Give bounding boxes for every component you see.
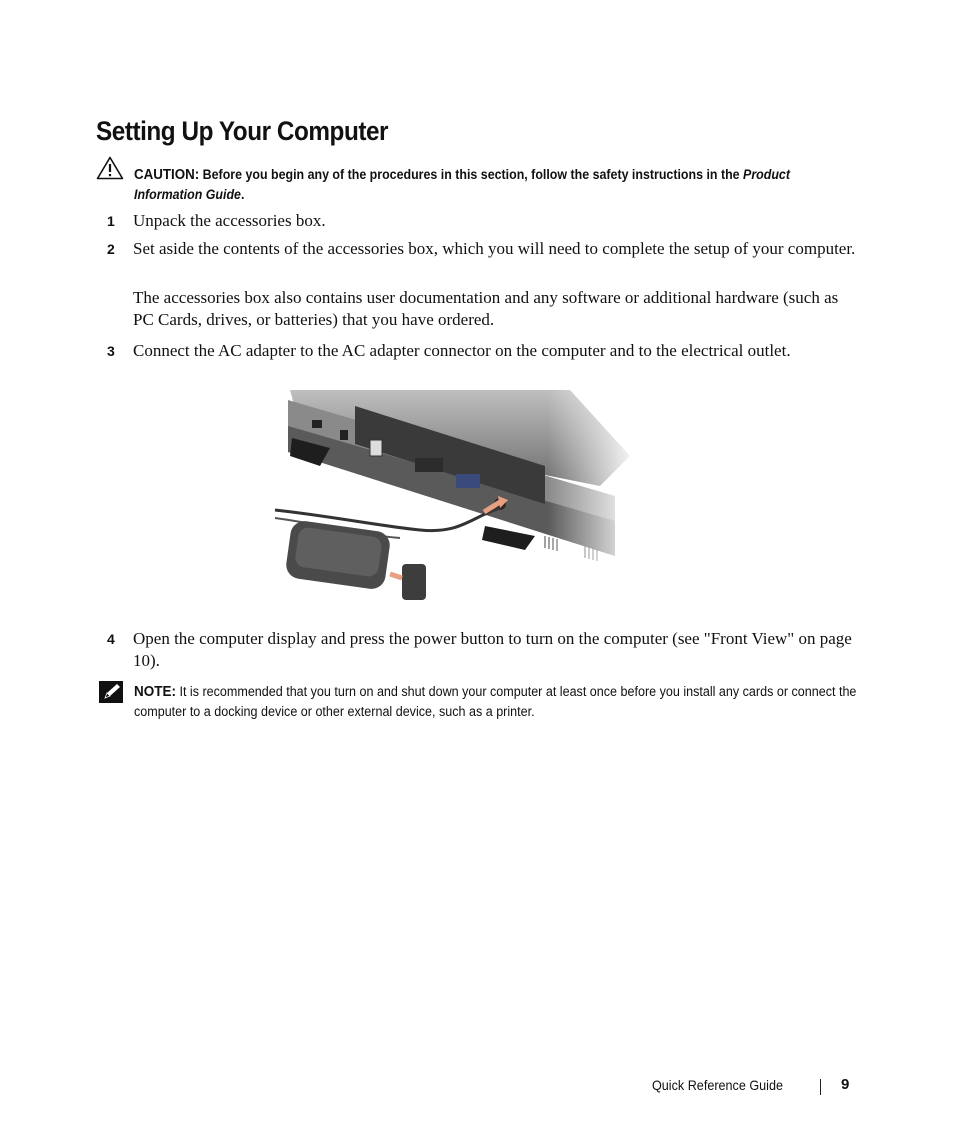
step-number: 1 <box>107 213 115 229</box>
step-number: 2 <box>107 241 115 257</box>
footer-divider <box>820 1079 821 1095</box>
caution-message <box>134 165 852 204</box>
step-text: Set aside the contents of the accessories box, which you will need to complete the setup of your computer. <box>133 239 856 258</box>
caution-end: . <box>240 187 245 202</box>
page-title: Setting Up Your Computer <box>96 116 389 146</box>
footer-guide-title: Quick Reference Guide <box>652 1077 783 1093</box>
note-body: It is recommended that you turn on and shut down your computer at least once before you install any cards or connect the computer to a docking device or other external device, such as a printer. <box>134 684 857 719</box>
pencil-note-icon <box>98 680 124 704</box>
warning-triangle-icon <box>96 156 124 180</box>
step-number: 3 <box>107 343 115 359</box>
step-text: Connect the AC adapter to the AC adapter connector on the computer and to the electrical outlet. <box>133 341 791 360</box>
step-text: Open the computer display and press the power button to turn on the computer (see "Front View" on page 10). <box>133 629 852 670</box>
step-number: 4 <box>107 631 115 647</box>
note-message <box>134 682 878 722</box>
caution-body: Before you begin any of the procedures in this section, follow the safety instructions in the <box>202 167 740 182</box>
step-text: Unpack the accessories box. <box>133 211 326 230</box>
ac-adapter-connection-illustration <box>270 386 640 614</box>
note-label: NOTE: <box>134 684 176 700</box>
guide-title: Product Information Guide <box>134 167 790 202</box>
caution-label: CAUTION: <box>134 167 200 183</box>
page-number: 9 <box>841 1076 850 1093</box>
step-extra-text: The accessories box also contains user documentation and any software or additional hardware (such as PC Cards, drives, or batteries) that you have ordered. <box>133 288 839 329</box>
